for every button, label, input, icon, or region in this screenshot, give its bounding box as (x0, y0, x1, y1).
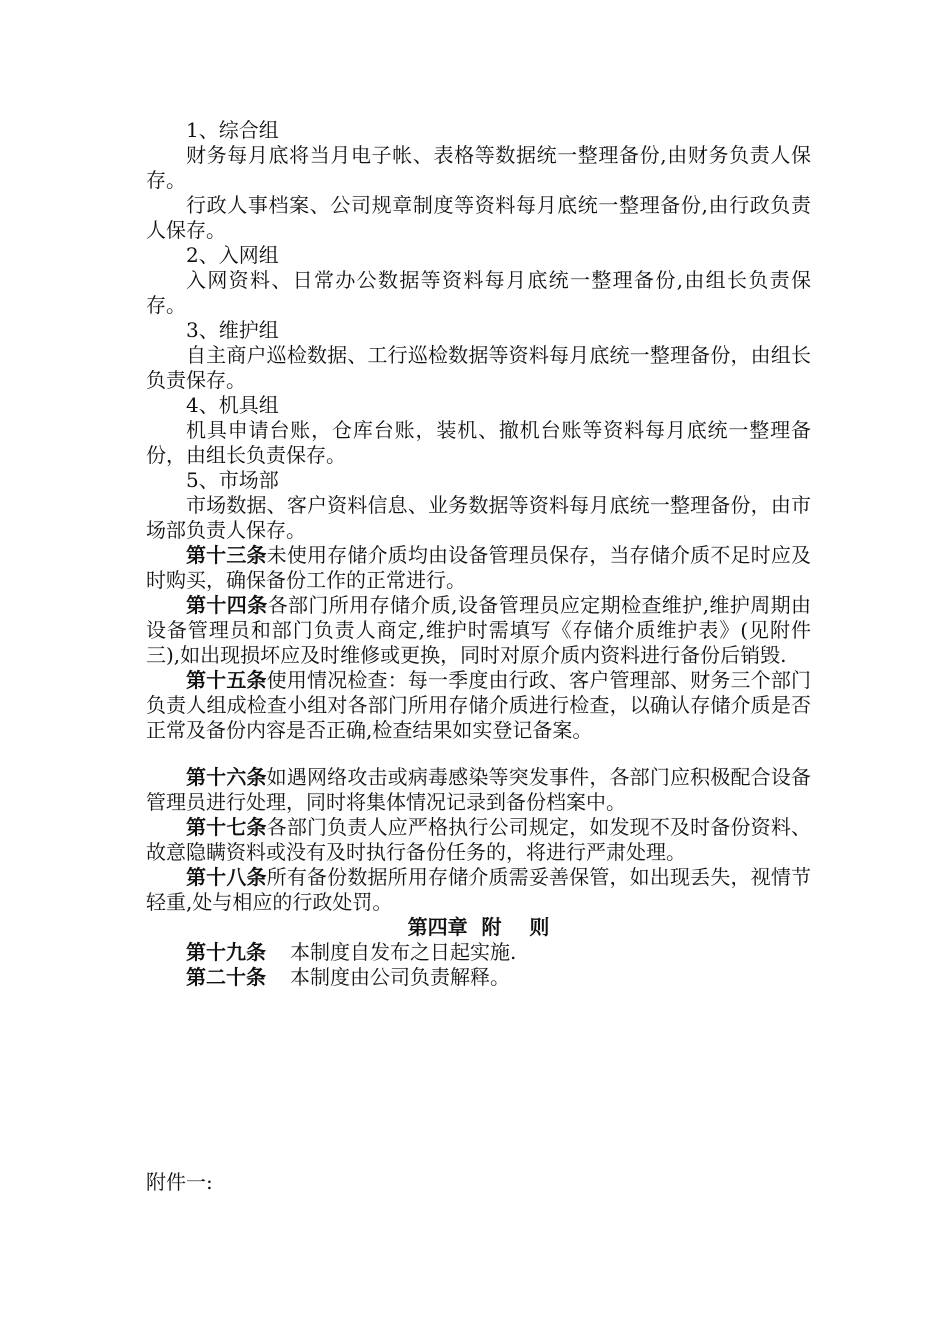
article-label: 第十六条 (186, 765, 267, 789)
article (146, 815, 811, 865)
section-heading: 3、维护组 (186, 318, 279, 342)
article-label: 第二十条 (186, 965, 266, 989)
paragraph: 财务每月底将当月电子帐、表格等数据统一整理备份,由财务负责人保存。 (146, 143, 811, 192)
article-text: 本制度自发布之日起实施. (290, 940, 517, 964)
article-text: 所有备份数据所用存储介质需妥善保管，如出现丢失，视情节轻重,处与相应的行政处罚。 (146, 865, 812, 914)
article (146, 865, 811, 915)
article (146, 965, 811, 990)
blank-line (146, 743, 811, 765)
article-label: 第十八条 (186, 865, 267, 889)
attachment-label: 附件一: (146, 1170, 213, 1194)
article-text: 未使用存储介质均由设备管理员保存，当存储介质不足时应及时购买，确保备份工作的正常进行。 (146, 543, 812, 592)
article-label: 第十七条 (186, 815, 267, 839)
article (146, 765, 811, 815)
article (146, 543, 811, 593)
article-text: 各部门所用存储介质,设备管理员应定期检查维护,维护周期由设备管理员和部门负责人商定,维护时需填写《存储介质维护表》(见附件三),如出现损坏应及时维修或更换，同时对原介质内资料进行备份后销毁. (146, 593, 812, 667)
article (146, 668, 811, 743)
article-text: 本制度由公司负责解释。 (290, 965, 510, 989)
paragraph: 机具申请台账，仓库台账，装机、撤机台账等资料每月底统一整理备份，由组长负责保存。 (146, 418, 811, 467)
article-text: 使用情况检查：每一季度由行政、客户管理部、财务三个部门负责人组成检查小组对各部门所用存储介质进行检查，以确认存储介质是否正常及备份内容是否正确,检查结果如实登记备案。 (146, 668, 812, 742)
article-label: 第十九条 (186, 940, 266, 964)
article-label: 第十五条 (186, 668, 267, 692)
article-label: 第十三条 (186, 543, 267, 567)
paragraph: 行政人事档案、公司规章制度等资料每月底统一整理备份,由行政负责人保存。 (146, 193, 811, 242)
paragraph: 市场数据、客户资料信息、业务数据等资料每月底统一整理备份，由市场部负责人保存。 (146, 493, 811, 542)
document-body (146, 118, 811, 990)
article-text: 各部门负责人应严格执行公司规定，如发现不及时备份资料、故意隐瞒资料或没有及时执行备份任务的，将进行严肃处理。 (146, 815, 812, 864)
section-heading: 4、机具组 (186, 393, 279, 417)
article-label: 第十四条 (186, 593, 268, 617)
section-heading: 1、综合组 (186, 118, 279, 142)
section-heading: 5、市场部 (186, 468, 279, 492)
paragraph: 自主商户巡检数据、工行巡检数据等资料每月底统一整理备份，由组长负责保存。 (146, 343, 811, 392)
article (146, 940, 811, 965)
article-text: 如遇网络攻击或病毒感染等突发事件，各部门应积极配合设备管理员进行处理，同时将集体情况记录到备份档案中。 (146, 765, 812, 814)
article (146, 593, 811, 668)
paragraph: 入网资料、日常办公数据等资料每月底统一整理备份,由组长负责保存。 (146, 268, 811, 317)
section-heading: 2、入网组 (186, 243, 279, 267)
chapter-title: 第四章 附 则 (407, 915, 550, 939)
